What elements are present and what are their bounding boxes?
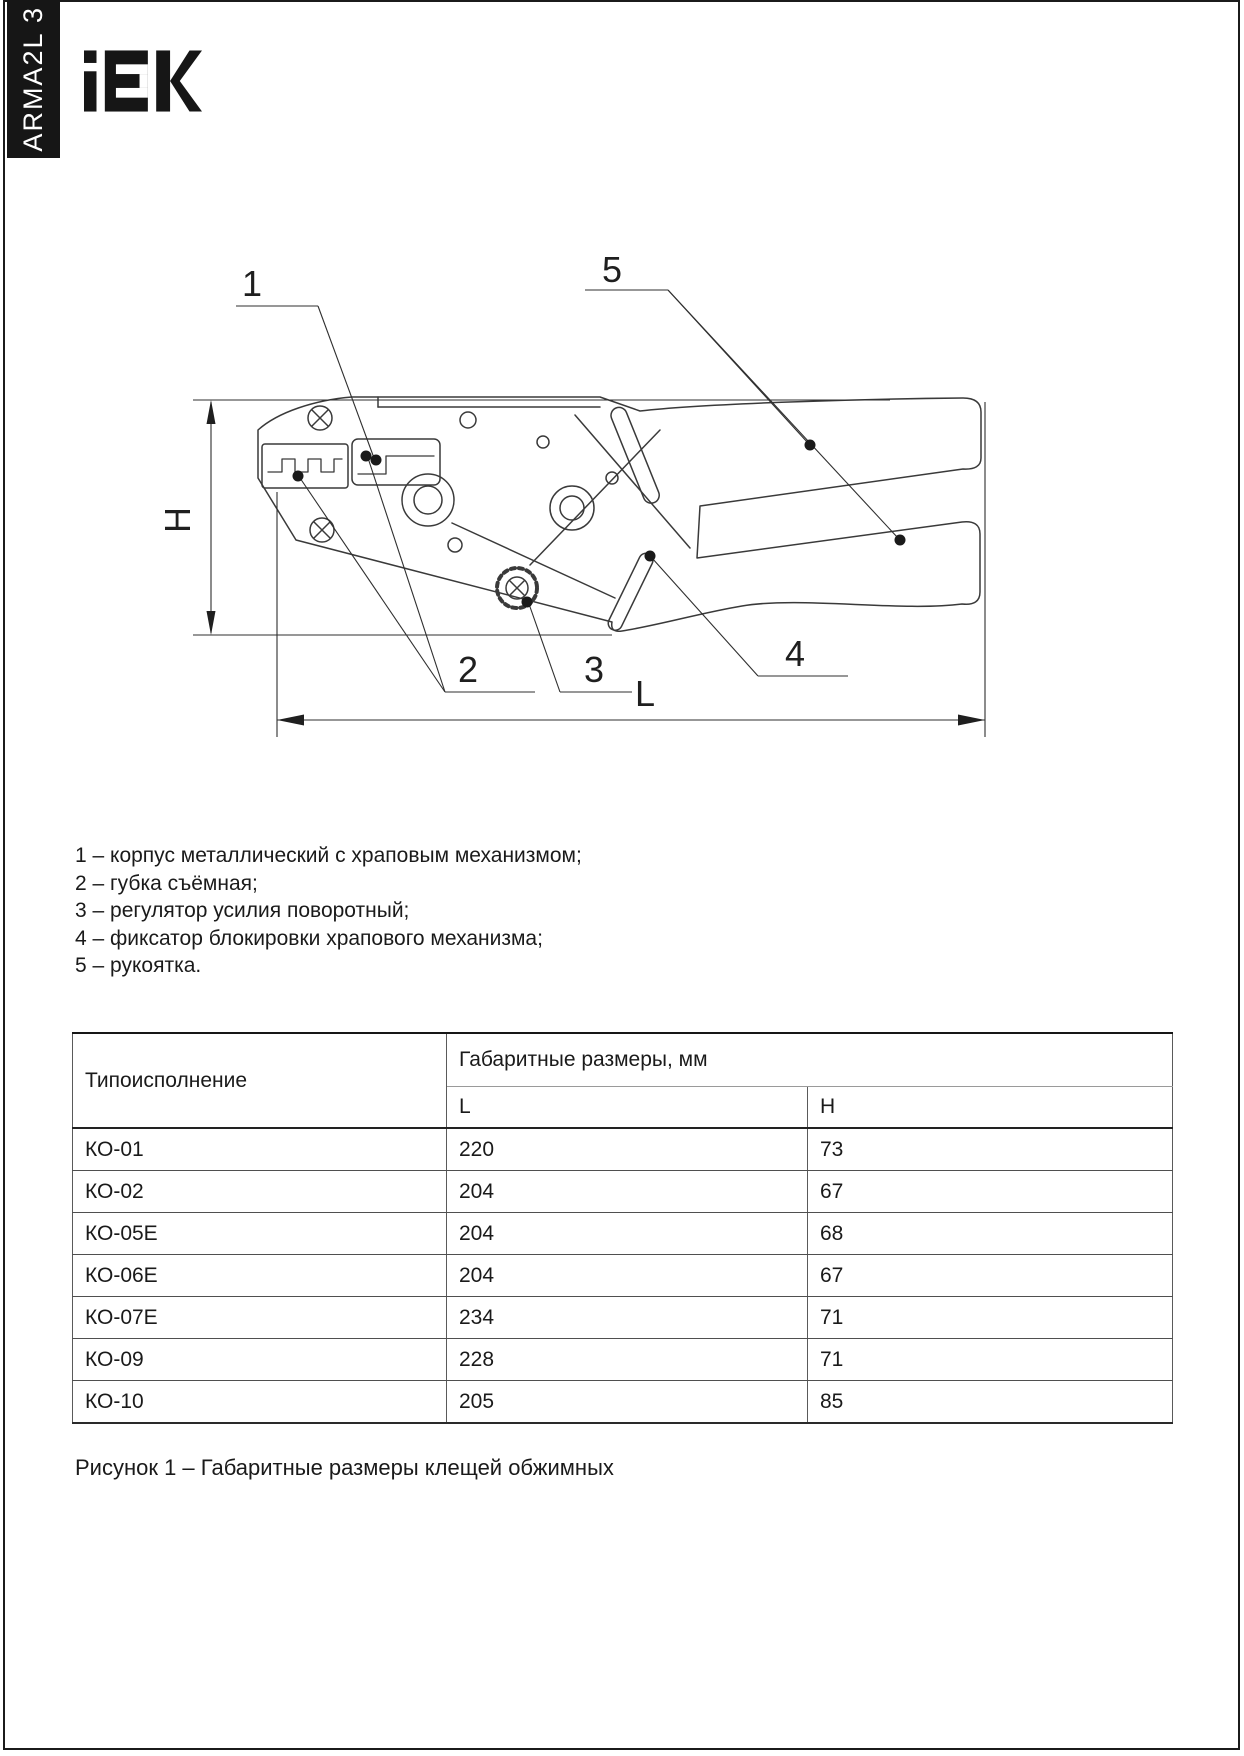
linkage-line xyxy=(530,430,660,565)
callout-dot xyxy=(805,440,816,451)
pivot-ring xyxy=(550,486,594,530)
callout-label-2: 2 xyxy=(457,649,479,690)
cell-h: 67 xyxy=(808,1171,1173,1213)
cell-type: КО-05Е xyxy=(73,1213,447,1255)
phillips-screw-icon xyxy=(310,518,334,542)
die-block-teeth xyxy=(268,459,342,472)
callout-dot xyxy=(293,471,304,482)
table-row xyxy=(73,1213,1173,1255)
callout-dot xyxy=(645,551,656,562)
cell-type: КО-07Е xyxy=(73,1297,447,1339)
section-tab-label: ARMA2L 3 xyxy=(18,6,48,152)
arrowhead-up xyxy=(207,400,216,424)
arrowhead-left xyxy=(277,715,304,726)
crimping-tool-diagram xyxy=(150,240,1050,750)
iek-logo-icon xyxy=(84,50,202,112)
col-header-type: Типоисполнение xyxy=(73,1033,447,1128)
section-tab xyxy=(7,0,60,158)
hole xyxy=(448,538,462,552)
cell-type: КО-09 xyxy=(73,1339,447,1381)
cell-l: 228 xyxy=(447,1339,808,1381)
linkage-line xyxy=(575,415,690,548)
legend-item: 5 – рукоятка. xyxy=(75,954,202,977)
callout-dot xyxy=(371,455,382,466)
legend-item: 1 – корпус металлический с храповым механизмом; xyxy=(75,844,582,867)
table-row xyxy=(73,1297,1173,1339)
arrowhead-right xyxy=(958,715,985,726)
pivot-ring xyxy=(402,474,454,526)
cell-type: КО-06Е xyxy=(73,1255,447,1297)
callout-label-5: 5 xyxy=(601,249,623,290)
dim-label-l: L xyxy=(634,673,656,714)
die-block xyxy=(352,439,440,485)
legend-item: 2 – губка съёмная; xyxy=(75,871,258,895)
cell-l: 204 xyxy=(447,1171,808,1213)
table-row xyxy=(73,1128,1173,1171)
figure-drawing xyxy=(150,240,1050,750)
cell-l: 220 xyxy=(447,1128,808,1171)
cell-type: КО-10 xyxy=(73,1381,447,1424)
cell-l: 234 xyxy=(447,1297,808,1339)
cell-l: 204 xyxy=(447,1213,808,1255)
callout-dot xyxy=(895,535,906,546)
figure-caption: Рисунок 1 – Габаритные размеры клещей обжимных xyxy=(75,1455,614,1480)
hole xyxy=(537,436,549,448)
callout-dot xyxy=(361,451,372,462)
table-row xyxy=(73,1381,1173,1424)
cell-type: КО-02 xyxy=(73,1171,447,1213)
tool-outline xyxy=(258,397,981,631)
col-header-l: L xyxy=(447,1087,808,1129)
dimensions-table xyxy=(72,1032,1173,1424)
col-header-dims: Габаритные размеры, мм xyxy=(447,1033,1173,1087)
cell-l: 205 xyxy=(447,1381,808,1424)
phillips-screw-icon xyxy=(308,406,332,430)
callout-label-1: 1 xyxy=(241,263,263,304)
parts-legend xyxy=(75,842,582,980)
cell-h: 73 xyxy=(808,1128,1173,1171)
legend-item: 4 – фиксатор блокировки храпового механизма; xyxy=(75,926,543,950)
die-block xyxy=(262,444,348,488)
legend-item: 3 – регулятор усилия поворотный; xyxy=(75,899,410,922)
table-row xyxy=(73,1339,1173,1381)
cell-h: 71 xyxy=(808,1297,1173,1339)
dim-label-h: H xyxy=(157,507,198,533)
callout-label-3: 3 xyxy=(583,649,605,690)
callout-label-4: 4 xyxy=(784,633,806,674)
table-row xyxy=(73,1171,1173,1213)
cell-l: 204 xyxy=(447,1255,808,1297)
cell-h: 71 xyxy=(808,1339,1173,1381)
cell-h: 68 xyxy=(808,1213,1173,1255)
callout-dot xyxy=(522,597,533,608)
arrowhead-down xyxy=(207,611,216,635)
cell-h: 85 xyxy=(808,1381,1173,1424)
cell-type: КО-01 xyxy=(73,1128,447,1171)
cell-h: 67 xyxy=(808,1255,1173,1297)
hole xyxy=(460,412,476,428)
table-row xyxy=(73,1255,1173,1297)
col-header-h: H xyxy=(808,1087,1173,1129)
hole xyxy=(606,472,618,484)
lock-lever-capsule xyxy=(606,551,655,633)
